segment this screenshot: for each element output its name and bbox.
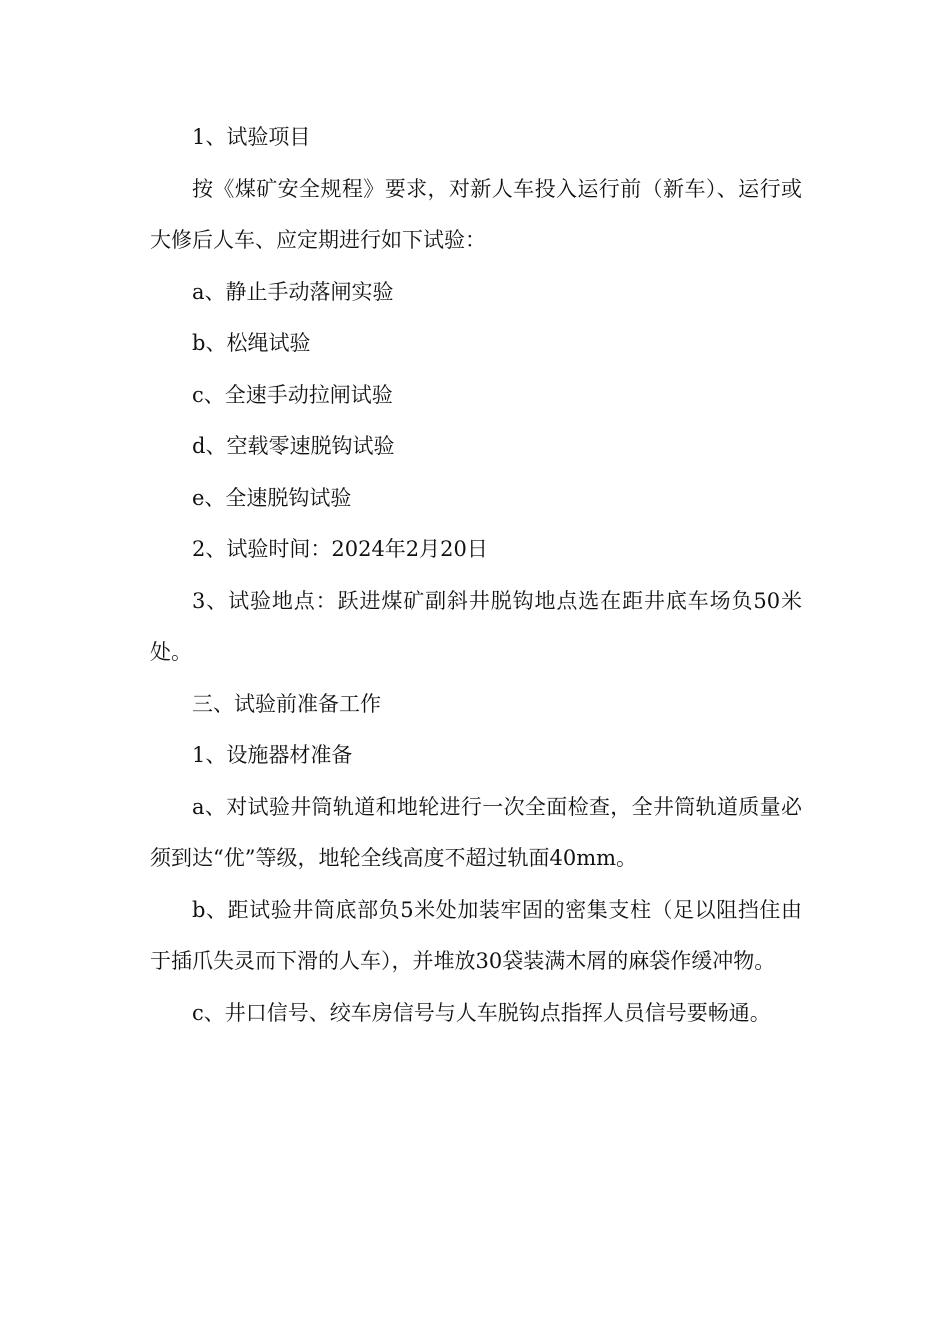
list-item-e: e、全速脱钩试验 — [192, 485, 352, 510]
paragraph-test-time: 2、试验时间：2024年2月20日 — [192, 537, 488, 561]
heading-preparation: 三、试验前准备工作 — [192, 691, 381, 716]
heading-test-items: 1、试验项目 — [192, 125, 311, 149]
list-item-a: a、静止手动落闸实验 — [192, 279, 394, 304]
document-body — [150, 112, 802, 1039]
prep-item-b: b、距试验井筒底部负5米处加装牢固的密集支柱（足以阻挡住由于插爪失灵而下滑的人车），并堆放30袋装满木屑的麻袋作缓冲物。 — [150, 897, 802, 973]
paragraph-test-location: 3、试验地点：跃进煤矿副斜井脱钩地点选在距井底车场负50米处。 — [150, 588, 802, 664]
prep-item-c: c、井口信号、绞车房信号与人车脱钩点指挥人员信号要畅通。 — [192, 1000, 771, 1025]
subheading-equipment: 1、设施器材准备 — [192, 743, 353, 767]
prep-item-a: a、对试验井筒轨道和地轮进行一次全面检查，全井筒轨道质量必须到达“优”等级，地轮全线高度不超过轨面40mm。 — [150, 794, 802, 870]
list-item-c: c、全速手动拉闸试验 — [192, 382, 393, 407]
list-item-d: d、空载零速脱钩试验 — [192, 434, 395, 458]
list-item-b: b、松绳试验 — [192, 331, 311, 355]
paragraph-requirement: 按《煤矿安全规程》要求，对新人车投入运行前（新车）、运行或大修后人车、应定期进行如下试验： — [150, 176, 802, 252]
